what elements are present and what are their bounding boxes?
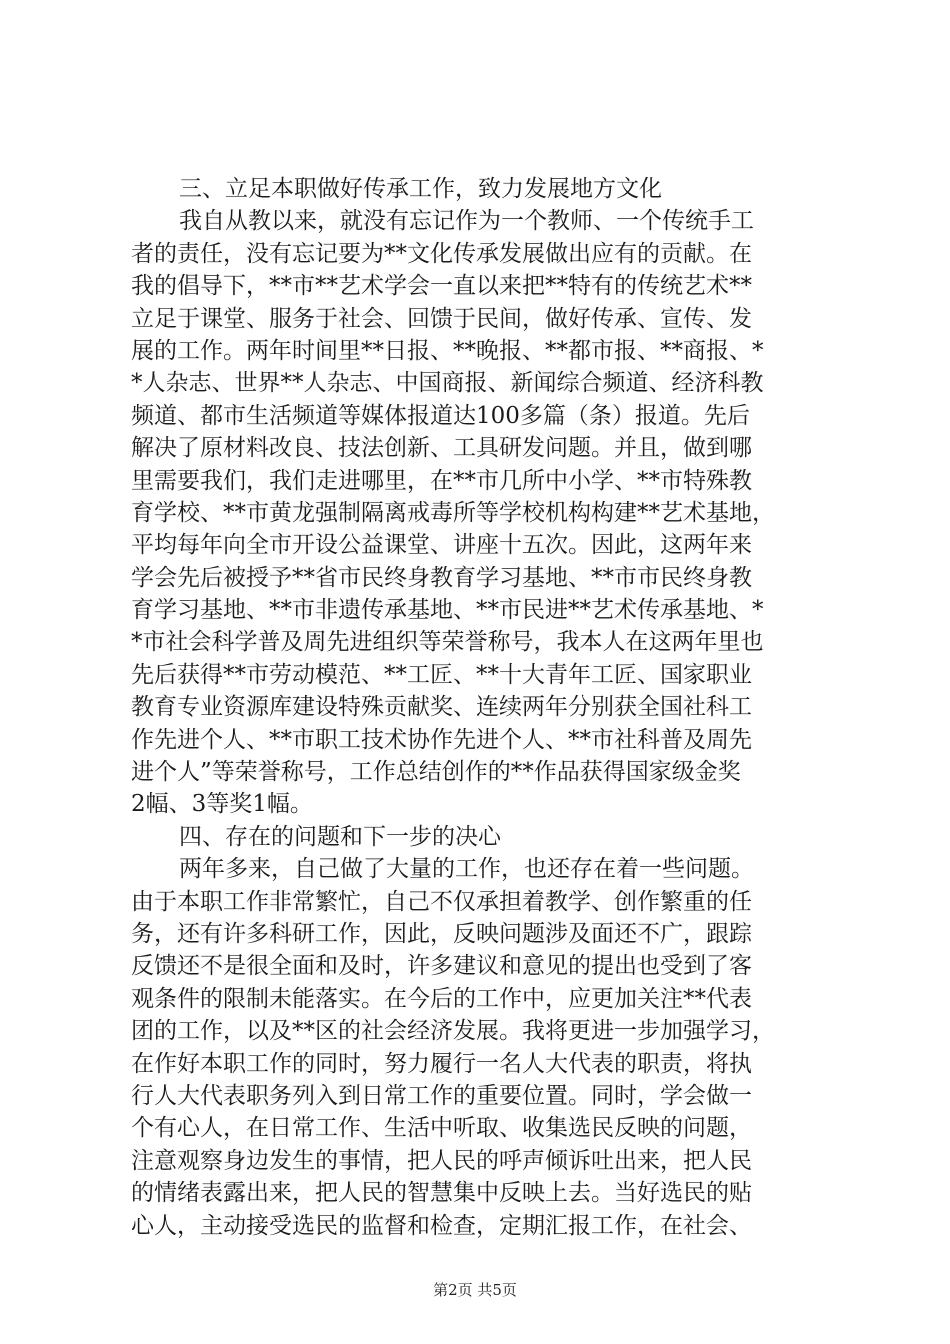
text-line: 心人，主动接受选民的监督和检查，定期汇报工作，在社会、 <box>131 1212 752 1239</box>
text-line: 2幅、3等奖1幅。 <box>131 791 313 818</box>
text-line: 教育专业资源库建设特殊贡献奖、连续两年分别获全国社科工 <box>131 694 752 721</box>
text-line: 三、立足本职做好传承工作，致力发展地方文化 <box>179 176 662 202</box>
text-line: 展的工作。两年时间里**日报、**晚报、**都市报、**商报、* <box>131 337 764 364</box>
text-line: 育学习基地、**市非遗传承基地、**市民进**艺术传承基地、* <box>131 597 764 624</box>
text-line: 由于本职工作非常繁忙，自己不仅承担着教学、创作繁重的任 <box>131 888 752 915</box>
text-line: 解决了原材料改良、技法创新、工具研发问题。并且，做到哪 <box>131 435 752 462</box>
text-line: 注意观察身边发生的事情，把人民的呼声倾诉吐出来，把人民 <box>131 1147 752 1174</box>
text-line: 平均每年向全市开设公益课堂、讲座十五次。因此，这两年来 <box>131 532 752 559</box>
text-line: 者的责任，没有忘记要为**文化传承发展做出应有的贡献。在 <box>131 240 752 267</box>
text-line: 学会先后被授予**省市民终身教育学习基地、**市市民终身教 <box>131 564 752 591</box>
text-line: 立足于课堂、服务于社会、回馈于民间，做好传承、宣传、发 <box>131 305 752 332</box>
document-body <box>131 173 831 1242</box>
text-line: 观条件的限制未能落实。在今后的工作中，应更加关注**代表 <box>131 985 752 1012</box>
text-line: 先后获得**市劳动模范、**工匠、**十大青年工匠、国家职业 <box>131 661 752 688</box>
text-line: 里需要我们，我们走进哪里，在**市几所中小学、**市特殊教 <box>131 467 752 494</box>
text-line: 行人大代表职务列入到日常工作的重要位置。同时，学会做一 <box>131 1082 752 1109</box>
text-line: 我的倡导下，**市**艺术学会一直以来把**特有的传统艺术** <box>131 273 752 300</box>
text-line: 育学校、**市黄龙强制隔离戒毒所等学校机构构建**艺术基地， <box>131 499 775 526</box>
text-line: 团的工作，以及**区的社会经济发展。我将更进一步加强学习， <box>131 1018 775 1045</box>
text-line: 在作好本职工作的同时，努力履行一名人大代表的职责，将执 <box>131 1050 752 1077</box>
text-line: *市社会科学普及周先进组织等荣誉称号，我本人在这两年里也 <box>131 629 764 656</box>
text-line: 进个人”等荣誉称号，工作总结创作的**作品获得国家级金奖 <box>131 759 741 786</box>
text-line: 反馈还不是很全面和及时，许多建议和意见的提出也受到了客 <box>131 953 752 980</box>
text-line: 务，还有许多科研工作，因此，反映问题涉及面还不广，跟踪 <box>131 920 752 947</box>
text-line: *人杂志、世界**人杂志、中国商报、新闻综合频道、经济科教 <box>131 370 764 397</box>
text-line: 的情绪表露出来，把人民的智慧集中反映上去。当好选民的贴 <box>131 1180 752 1207</box>
text-line: 作先进个人、**市职工技术协作先进个人、**市社科普及周先 <box>131 726 752 753</box>
text-line: 频道、都市生活频道等媒体报道达100多篇（条）报道。先后 <box>131 402 750 429</box>
text-line: 我自从教以来，就没有忘记作为一个教师、一个传统手工 <box>179 208 754 235</box>
text-line: 四、存在的问题和下一步的决心 <box>179 823 501 850</box>
page-footer: 第2页 共5页 <box>433 1281 517 1299</box>
text-line: 两年多来，自己做了大量的工作，也还存在着一些问题。 <box>179 856 754 883</box>
text-line: 个有心人，在日常工作、生活中听取、收集选民反映的问题， <box>131 1115 752 1142</box>
